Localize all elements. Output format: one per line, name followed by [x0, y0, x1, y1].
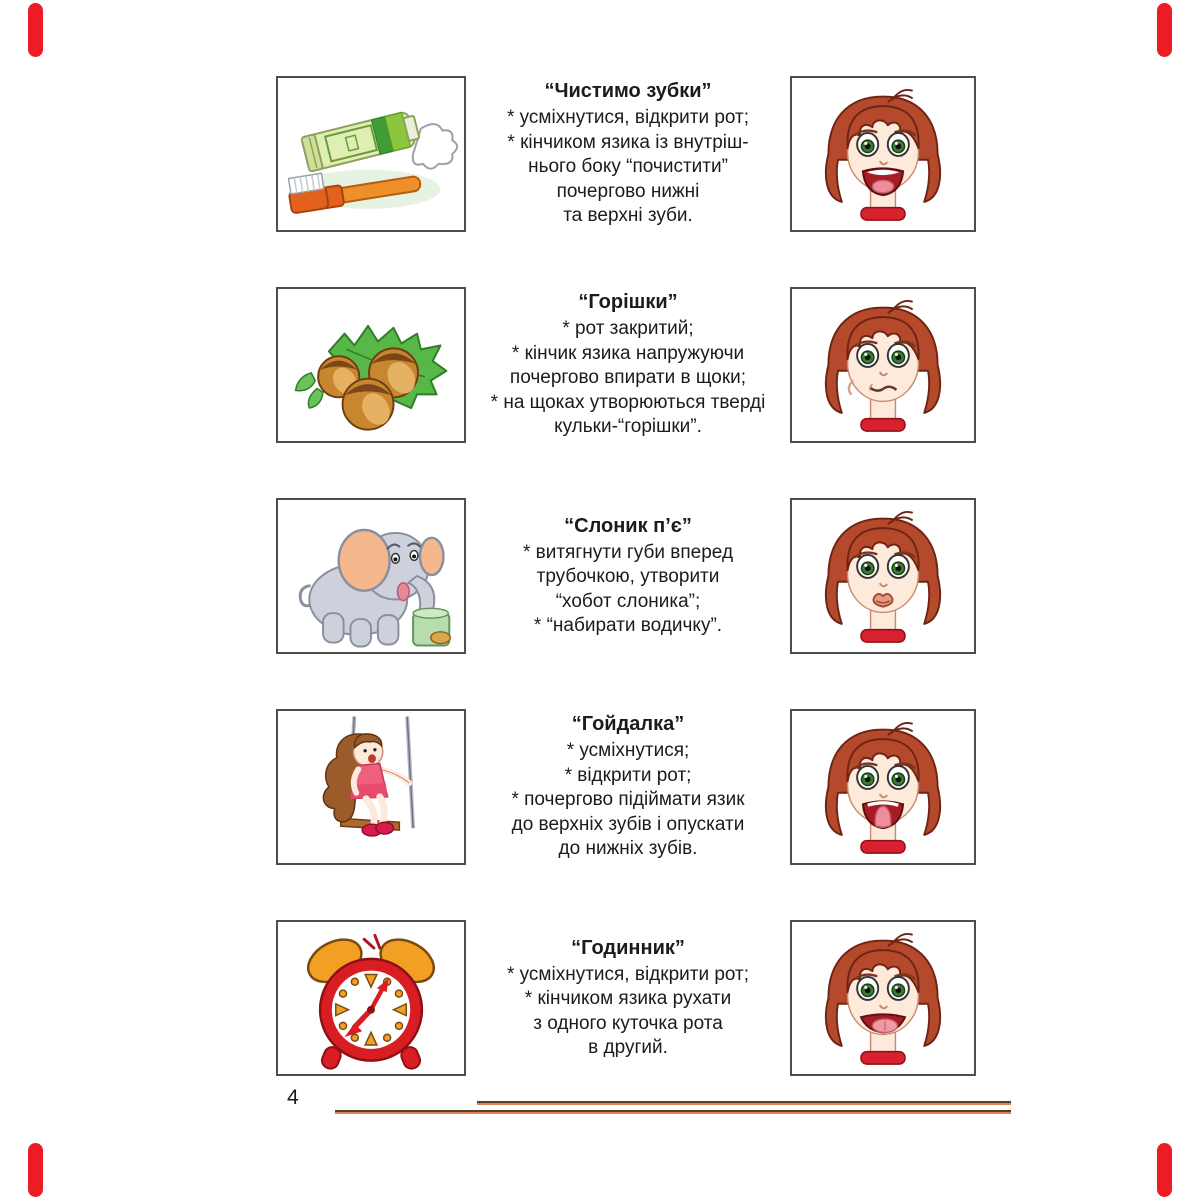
face-photo-box — [790, 76, 976, 232]
toothpaste-and-toothbrush-illustration — [278, 78, 464, 230]
corner-tab-icon — [28, 3, 43, 57]
instruction-line: * на щоках утворюються тверді — [490, 391, 766, 413]
lips-rounded-tube-face — [792, 500, 974, 652]
instruction-line: * кінчиком язика із внутріш- — [507, 131, 749, 153]
instruction-line: * почергово підіймати язик — [511, 789, 745, 811]
instruction-line: почергово нижні — [556, 180, 700, 202]
exercise-instructions — [470, 317, 786, 440]
divider-line-bottom — [335, 1110, 1011, 1114]
smile-tongue-out-face — [792, 922, 974, 1074]
illustration-box — [276, 498, 466, 654]
exercise-row — [276, 709, 976, 865]
illustration-box — [276, 709, 466, 865]
instruction-line: та верхні зуби. — [563, 205, 693, 227]
corner-tab-icon — [1157, 3, 1172, 57]
instruction-line: трубочкою, утворити — [536, 566, 720, 587]
instruction-line: * “набирати водичку”. — [533, 615, 723, 636]
exercise-title: “Горішки” — [578, 291, 678, 314]
instruction-line: * усміхнутися, відкрити рот; — [506, 107, 750, 129]
exercise-instructions — [470, 106, 786, 229]
exercise-row — [276, 498, 976, 654]
divider-line-top — [477, 1101, 1011, 1105]
exercise-list — [276, 76, 976, 1131]
illustration-box — [276, 920, 466, 1076]
exercise-text — [466, 936, 790, 1061]
instruction-line: * рот закритий; — [562, 318, 694, 340]
exercise-text — [466, 290, 790, 440]
open-mouth-tongue-up-face — [792, 711, 974, 863]
hazelnuts-with-leaf-illustration — [278, 289, 464, 441]
illustration-box — [276, 287, 466, 443]
elephant-drinking-illustration — [278, 500, 464, 652]
exercise-text — [466, 79, 790, 229]
instruction-line: * усміхнутися, відкрити рот; — [506, 963, 750, 985]
instruction-line: * кінчик язика напружуючи — [511, 342, 745, 364]
instruction-line: до нижніх зубів. — [558, 838, 698, 860]
instruction-line: * кінчиком язика рухати — [524, 988, 732, 1009]
instruction-line: з одного куточка рота — [533, 1012, 723, 1034]
instruction-line: кульки-“горішки”. — [554, 416, 702, 438]
instruction-line: * витягнути губи вперед — [522, 541, 734, 563]
exercise-text — [466, 514, 790, 639]
exercise-title: “Гойдалка” — [571, 713, 685, 736]
alarm-clock-illustration — [278, 922, 464, 1074]
exercise-row — [276, 287, 976, 443]
corner-tab-icon — [1157, 1143, 1172, 1197]
corner-tab-icon — [28, 1143, 43, 1197]
tongue-in-cheek-face — [792, 289, 974, 441]
instruction-line: * відкрити рот; — [564, 764, 692, 786]
instruction-line: в другий. — [588, 1037, 668, 1058]
page-number: 4 — [287, 1086, 299, 1109]
exercise-instructions — [470, 963, 786, 1061]
exercise-text — [466, 712, 790, 862]
open-mouth-tongue-inside-face — [792, 78, 974, 230]
face-photo-box — [790, 920, 976, 1076]
face-photo-box — [790, 498, 976, 654]
exercise-instructions — [470, 739, 786, 862]
girl-on-swing-illustration — [278, 711, 464, 863]
instruction-line: почергово впирати в щоки; — [509, 367, 747, 389]
instruction-line: нього боку “почистити” — [528, 156, 728, 178]
instruction-line: “хобот слоника”; — [555, 590, 701, 612]
exercise-row — [276, 920, 976, 1076]
exercise-row — [276, 76, 976, 232]
exercise-title: “Годинник” — [571, 936, 685, 959]
instruction-line: * усміхнутися; — [566, 740, 690, 762]
instruction-line: до верхніх зубів і опускати — [511, 813, 745, 835]
exercise-title: “Чистимо зубки” — [544, 80, 712, 103]
face-photo-box — [790, 709, 976, 865]
exercise-title: “Слоник п’є” — [564, 514, 692, 537]
exercise-instructions — [470, 541, 786, 639]
face-photo-box — [790, 287, 976, 443]
illustration-box — [276, 76, 466, 232]
